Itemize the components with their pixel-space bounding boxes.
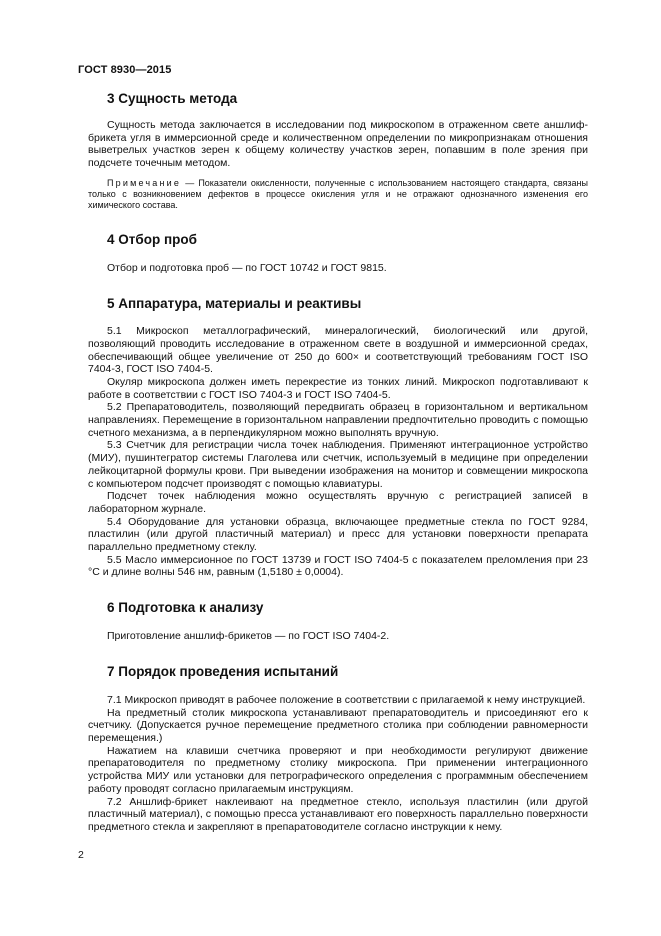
section-6-paragraph: Приготовление аншлиф-брикетов — по ГОСТ ISO 7404-2. xyxy=(107,630,390,643)
section-4-paragraph: Отбор и подготовка проб — по ГОСТ 10742 и ГОСТ 9815. xyxy=(107,262,387,275)
section-7-paragraph: На предметный столик микроскопа устанавливают препаратоводитель и присоединяют его к счетчику. (Допускается ручное перемещение предметного столика при соблюдении равномерности перемещения.) xyxy=(88,706,588,744)
section-5-paragraph: 5.3 Счетчик для регистрации числа точек наблюдения. Применяют интеграционное устройство (МИУ), пушинтегратор системы Глаголева или счетчик, используемый в медицине при определении лейкоцитарной формулы крови. При выведении изображения на монитор и совмещении микроскопа с компьютером подсчет производят с помощью клавиатуры. xyxy=(88,439,588,490)
page-number: 2 xyxy=(78,849,84,861)
section-5-paragraph: 5.4 Оборудование для установки образца, включающее предметные стекла по ГОСТ 9284, пластилин (или другой пластичный материал) и пресс для установки поверхности препарата параллельно предметному стеклу. xyxy=(88,515,588,554)
section-5-paragraph: 5.1 Микроскоп металлографический, минералогический, биологический или другой, позволяющий проводить исследование в отраженном свете в воздушной и иммерсионной средах, обеспечивающий общее увеличение от 250 до 600× и соответствующий требованиям ГОСТ ISO 7404-3, ГОСТ ISO 7404-5. xyxy=(88,325,588,376)
page-content xyxy=(88,91,588,834)
section-5-paragraph: 5.2 Препаратоводитель, позволяющий передвигать образец в горизонтальном и вертикальном направлениях. Перемещение в горизонтальном направлении предпочтительно проводить с помощью счетного механизма, а в перпендикулярном можно выполнять вручную. xyxy=(88,401,588,439)
section-3-note xyxy=(88,178,588,212)
note-text: — Показатели окисленности, полученные с использованием настоящего стандарта, связаны только с возникновением дефектов в процессе окисления угля и не отражают однозначного изменения его химического состава. xyxy=(88,177,588,211)
section-3-title: 3 Сущность метода xyxy=(107,91,238,106)
section-4-title: 4 Отбор проб xyxy=(107,232,197,248)
section-5-title: 5 Аппаратура, материалы и реактивы xyxy=(107,296,362,312)
section-7-paragraph: Нажатием на клавиши счетчика проверяют и при необходимости регулируют движение препаратоводителя по предметному столику микроскопа. При применении интеграционного устройства МИУ или установки для петрографического определения с программным обеспечением работу проводят согласно прилагаемым инструкциям. xyxy=(88,744,588,795)
section-5-paragraph: 5.5 Масло иммерсионное по ГОСТ 13739 и ГОСТ ISO 7404-5 с показателем преломления при 23 °С и длине волны 546 нм, равным (1,5180 ± 0,0004). xyxy=(88,553,588,579)
section-7-paragraph: 7.1 Микроскоп приводят в рабочее положение в соответствии с прилагаемой к нему инструкцией. xyxy=(107,693,586,706)
section-6-title: 6 Подготовка к анализу xyxy=(107,600,264,616)
section-5-paragraph: Окуляр микроскопа должен иметь перекрестие из тонких линий. Микроскоп подготавливают к работе в соответствии с ГОСТ ISO 7404-3 и ГОСТ ISO 7404-5. xyxy=(88,375,588,401)
note-label: Примечание xyxy=(107,177,182,188)
section-7-title: 7 Порядок проведения испытаний xyxy=(107,663,339,679)
section-3-paragraph: Сущность метода заключается в исследовании под микроскопом в отраженном свете аншлиф-брикета угля в иммерсионной среде и количественном определении по микропризнакам отношения выветрелых участков зерен к общему количеству участков зерен, попавшим в поле зрения при подсчете точечным методом. xyxy=(88,119,588,170)
document-code-header: ГОСТ 8930—2015 xyxy=(78,64,172,76)
section-5-paragraph: Подсчет точек наблюдения можно осуществлять вручную с регистрацией записей в лабораторном журнале. xyxy=(88,490,588,515)
section-7-paragraph: 7.2 Аншлиф-брикет наклеивают на предметное стекло, используя пластилин (или другой пластичный материал), с помощью пресса устанавливают его поверхность параллельно поверхности предметного стекла и закрепляют в препаратоводителе согласно инструкции к нему. xyxy=(88,795,588,833)
